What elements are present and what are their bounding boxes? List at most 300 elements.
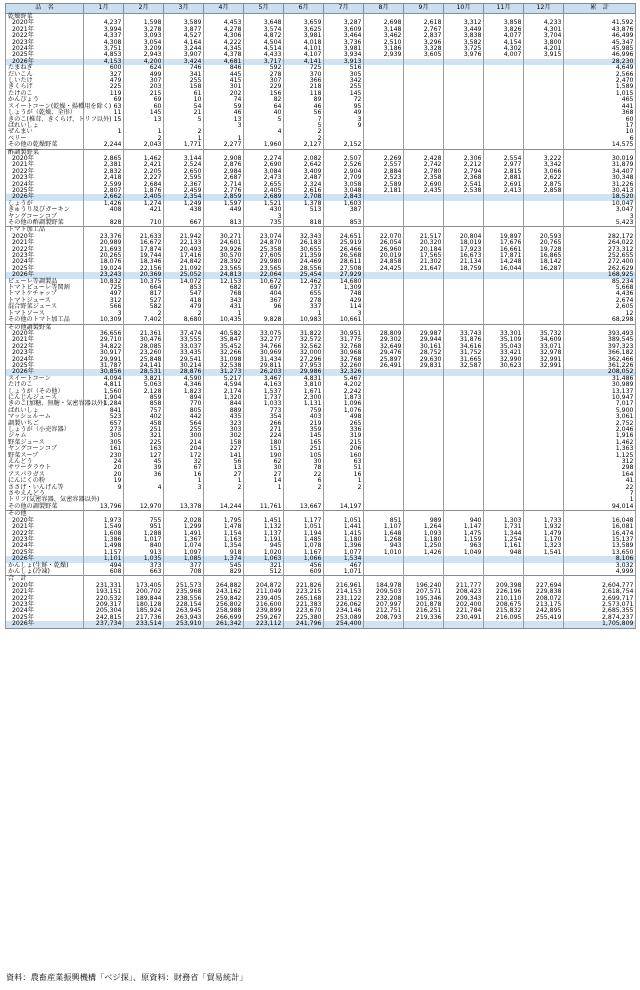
value-cell: 26,183: [284, 240, 324, 246]
value-cell: 10,832: [84, 279, 124, 285]
row-label: たけのこ: [6, 382, 84, 388]
value-cell: 69: [84, 97, 124, 103]
value-cell: 1: [324, 478, 364, 484]
value-cell: 2,538: [444, 188, 484, 194]
value-cell: 3,342: [524, 162, 564, 168]
value-cell: 1,303: [484, 518, 524, 524]
value-cell: 1,010: [364, 550, 404, 556]
value-cell: 3,994: [84, 27, 124, 33]
value-cell: 404: [244, 291, 284, 297]
value-cell: 4,101: [284, 46, 324, 52]
value-cell: 2,554: [484, 156, 524, 162]
value-cell: 2: [324, 485, 364, 491]
cumulative-cell: 2,566: [564, 72, 636, 78]
value-cell: 2,943: [124, 52, 164, 58]
row-label: しょうが（小売容器）: [6, 427, 84, 433]
value-cell: [444, 621, 484, 628]
value-cell: 4,077: [484, 33, 524, 39]
cumulative-cell: 362,466: [564, 357, 636, 363]
value-cell: 16: [164, 472, 204, 478]
value-cell: 225,380: [284, 615, 324, 621]
value-cell: 204,872: [244, 583, 284, 589]
cumulative-cell: 22: [564, 485, 636, 491]
value-cell: 255: [324, 84, 364, 90]
value-cell: 1,309: [324, 285, 364, 291]
cumulative-cell: 168,925: [564, 272, 636, 278]
value-cell: 2,642: [284, 162, 324, 168]
value-cell: 3,704: [524, 33, 564, 39]
value-cell: 4,378: [204, 52, 244, 58]
value-cell: 201,878: [404, 602, 444, 608]
row-label: えんどう: [6, 459, 84, 465]
cumulative-cell: 45,347: [564, 40, 636, 46]
value-cell: 3,186: [364, 46, 404, 52]
value-cell: 3: [204, 123, 244, 129]
value-cell: 582: [124, 304, 164, 310]
value-cell: 342: [324, 78, 364, 84]
value-cell: 4,201: [524, 46, 564, 52]
value-cell: 341: [164, 72, 204, 78]
value-cell: 263,945: [164, 608, 204, 614]
value-cell: 30,968: [324, 350, 364, 356]
value-cell: 3,725: [444, 46, 484, 52]
value-cell: 212,751: [364, 608, 404, 614]
value-cell: 1,426: [84, 201, 124, 207]
value-cell: 2,435: [404, 188, 444, 194]
value-cell: 145: [284, 433, 324, 439]
value-cell: 25,358: [244, 247, 284, 253]
value-cell: 14,680: [324, 279, 364, 285]
value-cell: 29,980: [244, 259, 284, 265]
value-cell: 1,035: [124, 556, 164, 562]
value-cell: 185,924: [124, 608, 164, 614]
value-cell: 24,651: [324, 234, 364, 240]
value-cell: 151: [244, 446, 284, 452]
value-cell: 2,742: [404, 162, 444, 168]
value-cell: 213,175: [524, 602, 564, 608]
value-cell: 2,274: [244, 156, 284, 162]
value-cell: 3,066: [524, 169, 564, 175]
value-cell: 737: [284, 285, 324, 291]
value-cell: 239,405: [244, 596, 284, 602]
cumulative-cell: 28,230: [564, 59, 636, 65]
header-month: 9月: [404, 4, 444, 14]
value-cell: 841: [84, 408, 124, 414]
value-cell: 160: [324, 453, 364, 459]
value-cell: 12,153: [204, 279, 244, 285]
value-cell: 32,343: [284, 234, 324, 240]
value-cell: 220,532: [84, 596, 124, 602]
value-cell: 2,174: [204, 389, 244, 395]
value-cell: 1,249: [164, 201, 204, 207]
value-cell: 2: [124, 136, 164, 142]
value-cell: 206: [324, 446, 364, 452]
value-cell: 209,503: [364, 589, 404, 595]
value-cell: 3,328: [404, 46, 444, 52]
value-cell: 14,244: [204, 504, 244, 511]
value-cell: 4,154: [484, 40, 524, 46]
cumulative-cell: 7,017: [564, 401, 636, 407]
row-label: 2020年: [6, 156, 84, 162]
cumulative-cell: 2,874,237: [564, 615, 636, 621]
cumulative-cell: 30,989: [564, 382, 636, 388]
value-cell: 1,323: [524, 543, 564, 549]
header-item-name: 品 名: [6, 4, 84, 14]
value-cell: [364, 142, 404, 149]
cumulative-cell: 441: [564, 104, 636, 110]
value-cell: 215: [124, 91, 164, 97]
value-cell: 817: [124, 291, 164, 297]
header-month: 5月: [244, 4, 284, 14]
value-cell: 209,398: [484, 583, 524, 589]
value-cell: 2,662: [84, 194, 124, 200]
value-cell: 1,085: [164, 556, 204, 562]
value-cell: 31,876: [444, 337, 484, 343]
value-cell: 14: [244, 478, 284, 484]
cumulative-cell: 252,655: [564, 253, 636, 259]
value-cell: 13: [124, 117, 164, 123]
row-label: 2024年: [6, 259, 84, 265]
value-cell: 17,874: [124, 247, 164, 253]
value-cell: 14,197: [324, 504, 364, 511]
value-cell: 12,462: [284, 279, 324, 285]
row-label: 2025年: [6, 615, 84, 621]
value-cell: 2: [284, 136, 324, 142]
value-cell: 3,751: [84, 46, 124, 52]
cumulative-cell: 16,081: [564, 524, 636, 530]
value-cell: 1: [284, 311, 324, 317]
value-cell: 26,054: [364, 240, 404, 246]
row-label: 2022年: [6, 344, 84, 350]
row-label: トリフ(気密容器、気密容器以外): [6, 497, 84, 503]
value-cell: 479: [164, 304, 204, 310]
value-cell: 30,570: [204, 253, 244, 259]
value-cell: 1,549: [84, 524, 124, 530]
value-cell: 624: [124, 65, 164, 71]
value-cell: 600: [84, 65, 124, 71]
value-cell: 851: [364, 518, 404, 524]
row-label: 2024年: [6, 608, 84, 614]
value-cell: 40: [244, 110, 284, 116]
value-cell: 1: [204, 136, 244, 142]
value-cell: 2,510: [364, 40, 404, 46]
value-cell: 16,672: [124, 240, 164, 246]
cumulative-cell: 4,649: [564, 65, 636, 71]
row-label: ささげ・いんげん等: [6, 485, 84, 491]
value-cell: 235,968: [164, 589, 204, 595]
value-cell: 165: [284, 440, 324, 446]
value-cell: 858: [124, 401, 164, 407]
value-cell: 2,794: [444, 169, 484, 175]
value-cell: 1,386: [84, 537, 124, 543]
value-cell: [404, 504, 444, 511]
value-cell: 209,343: [444, 596, 484, 602]
value-cell: 918: [204, 550, 244, 556]
value-cell: 258,988: [204, 608, 244, 614]
value-cell: 29,476: [364, 350, 404, 356]
value-cell: 49: [324, 110, 364, 116]
value-cell: 29,991: [84, 357, 124, 363]
cumulative-cell: 2,604,777: [564, 583, 636, 589]
cumulative-cell: 16,474: [564, 531, 636, 537]
value-cell: 33,071: [524, 344, 564, 350]
value-cell: 1,076: [324, 408, 364, 414]
cumulative-cell: 6: [564, 136, 636, 142]
row-label: スイートコーン(乾燥・揚種用を除く): [6, 104, 84, 110]
value-cell: 3: [324, 311, 364, 317]
value-cell: 255: [164, 78, 204, 84]
value-cell: 3,913: [324, 59, 364, 65]
value-cell: 2,977: [484, 162, 524, 168]
value-cell: 2,523: [364, 175, 404, 181]
row-label: 2023年: [6, 537, 84, 543]
cumulative-cell: 273,312: [564, 247, 636, 253]
value-cell: 2,381: [84, 162, 124, 168]
value-cell: 10,375: [124, 279, 164, 285]
value-cell: 32,266: [204, 350, 244, 356]
value-cell: 242,815: [84, 615, 124, 621]
value-cell: 221,383: [284, 602, 324, 608]
value-cell: 2,418: [84, 175, 124, 181]
value-cell: 1,147: [444, 524, 484, 530]
value-cell: 1,063: [244, 556, 284, 562]
header-month: 12月: [524, 4, 564, 14]
value-cell: 21,361: [124, 331, 164, 337]
value-cell: 33,743: [444, 331, 484, 337]
value-cell: 271: [244, 427, 284, 433]
value-cell: 2,507: [324, 156, 364, 162]
row-label: 乾燥野菜: [6, 14, 84, 21]
value-cell: 3,424: [164, 59, 204, 65]
value-cell: 1,354: [204, 543, 244, 549]
cumulative-cell: 368: [564, 110, 636, 116]
row-label: 2022年: [6, 33, 84, 39]
value-cell: 78: [284, 465, 324, 471]
value-cell: 23,565: [244, 266, 284, 272]
cumulative-cell: 3,047: [564, 207, 636, 213]
value-cell: 2,815: [484, 169, 524, 175]
value-cell: 82: [244, 97, 284, 103]
cumulative-cell: 2,752: [564, 421, 636, 427]
value-cell: 3,877: [164, 27, 204, 33]
value-cell: 442: [164, 414, 204, 420]
value-cell: 56: [204, 459, 244, 465]
cumulative-cell: 45,985: [564, 46, 636, 52]
value-cell: 266: [244, 421, 284, 427]
value-cell: [484, 317, 524, 324]
row-label: ヤングコーンコブ: [6, 446, 84, 452]
value-cell: 207,571: [404, 589, 444, 595]
row-label: ベリー: [6, 136, 84, 142]
value-cell: 609: [284, 569, 324, 576]
value-cell: 225: [124, 440, 164, 446]
value-cell: 208,423: [444, 589, 484, 595]
value-cell: 319: [324, 433, 364, 439]
value-cell: 421: [124, 207, 164, 213]
row-label: しょうが（その他）: [6, 389, 84, 395]
value-cell: 1,973: [84, 518, 124, 524]
header-month: 1月: [84, 4, 124, 14]
value-cell: 4,527: [164, 33, 204, 39]
value-cell: 1: [204, 311, 244, 317]
cumulative-cell: 43,876: [564, 27, 636, 33]
value-cell: 1,299: [164, 524, 204, 530]
value-cell: 735: [244, 220, 284, 227]
cumulative-cell: 5,423: [564, 220, 636, 227]
value-cell: 31,775: [324, 337, 364, 343]
value-cell: 1,541: [524, 550, 564, 556]
value-cell: 156: [244, 91, 284, 97]
value-cell: 2,368: [444, 175, 484, 181]
value-cell: 24,858: [364, 259, 404, 265]
header-row: [6, 4, 636, 14]
cumulative-cell: 1,015: [564, 91, 636, 97]
value-cell: 4: [244, 129, 284, 135]
value-cell: 255,419: [524, 615, 564, 621]
value-cell: [524, 504, 564, 511]
value-cell: 33,037: [164, 344, 204, 350]
value-cell: 1,733: [524, 518, 564, 524]
value-cell: 21,942: [164, 234, 204, 240]
cumulative-cell: 7: [564, 491, 636, 497]
value-cell: 5,217: [204, 376, 244, 382]
value-cell: [444, 504, 484, 511]
cumulative-cell: 1,916: [564, 433, 636, 439]
row-label: 2026年: [6, 621, 84, 628]
value-cell: 45: [124, 459, 164, 465]
row-label: スイートコーン: [6, 376, 84, 382]
cumulative-cell: 2,699,717: [564, 596, 636, 602]
value-cell: [524, 569, 564, 576]
value-cell: 725: [84, 285, 124, 291]
value-cell: 1,320: [204, 395, 244, 401]
row-label: 2026年: [6, 59, 84, 65]
value-cell: 32,587: [444, 363, 484, 369]
value-cell: [444, 317, 484, 324]
value-cell: 22,133: [164, 240, 204, 246]
value-cell: 223,670: [284, 608, 324, 614]
value-cell: 3: [244, 214, 284, 220]
value-cell: 3,084: [244, 169, 284, 175]
value-cell: 158: [204, 440, 244, 446]
value-cell: 2: [284, 485, 324, 491]
row-label: しいたけ: [6, 78, 84, 84]
value-cell: 231,331: [84, 583, 124, 589]
value-cell: 1,451: [244, 518, 284, 524]
row-label: にんにくの粉: [6, 478, 84, 484]
value-cell: 22,156: [124, 266, 164, 272]
value-cell: 265,168: [284, 596, 324, 602]
cumulative-cell: 8,106: [564, 556, 636, 562]
value-cell: 1,426: [404, 550, 444, 556]
value-cell: 5: [164, 117, 204, 123]
value-cell: 2: [164, 129, 204, 135]
cumulative-cell: 14,575: [564, 142, 636, 149]
value-cell: 37,474: [164, 331, 204, 337]
value-cell: 216,095: [484, 615, 524, 621]
value-cell: 327: [84, 72, 124, 78]
value-cell: 241,796: [284, 621, 324, 628]
cumulative-cell: 46,499: [564, 33, 636, 39]
cumulative-cell: 30,413: [564, 188, 636, 194]
value-cell: 1,960: [244, 142, 284, 149]
value-cell: 708: [164, 569, 204, 576]
value-cell: 60: [124, 104, 164, 110]
value-cell: 11: [84, 110, 124, 116]
value-cell: 216,251: [404, 608, 444, 614]
value-cell: 1,033: [244, 401, 284, 407]
value-cell: 180,128: [124, 602, 164, 608]
value-cell: 2,082: [284, 156, 324, 162]
row-label: きくらげ: [6, 84, 84, 90]
value-cell: 4,681: [204, 59, 244, 65]
value-cell: 4,514: [244, 46, 284, 52]
value-cell: 2,859: [204, 194, 244, 200]
value-cell: 3,296: [404, 40, 444, 46]
value-cell: 1: [124, 129, 164, 135]
value-cell: 225: [84, 84, 124, 90]
value-cell: 2,875: [524, 182, 564, 188]
value-cell: 2,689: [244, 194, 284, 200]
value-cell: 196,240: [404, 583, 444, 589]
value-cell: 32,277: [244, 337, 284, 343]
value-cell: 1,078: [284, 543, 324, 549]
value-cell: 30,655: [284, 247, 324, 253]
value-cell: 221,826: [284, 583, 324, 589]
value-cell: 3,934: [324, 52, 364, 58]
value-cell: 4,308: [84, 40, 124, 46]
value-cell: 208,072: [524, 596, 564, 602]
row-label: 2021年: [6, 240, 84, 246]
value-cell: 2,421: [124, 162, 164, 168]
value-cell: 564: [164, 421, 204, 427]
value-cell: 33,301: [484, 331, 524, 337]
value-cell: 499: [124, 72, 164, 78]
value-cell: 215,832: [484, 608, 524, 614]
value-cell: 13: [204, 117, 244, 123]
item-row: [6, 317, 636, 324]
value-cell: 195,346: [404, 596, 444, 602]
value-cell: 19,744: [124, 253, 164, 259]
value-cell: 5: [284, 123, 324, 129]
value-cell: 989: [404, 518, 444, 524]
value-cell: 359: [284, 427, 324, 433]
value-cell: 21,359: [284, 253, 324, 259]
value-cell: 2,690: [244, 162, 284, 168]
value-cell: 242,895: [524, 608, 564, 614]
value-cell: 264,882: [204, 583, 244, 589]
cumulative-cell: 30,348: [564, 175, 636, 181]
value-cell: 27,296: [284, 357, 324, 363]
row-label: 2025年: [6, 550, 84, 556]
row-label: 2026年: [6, 369, 84, 375]
value-cell: 51: [324, 465, 364, 471]
value-cell: 2,487: [284, 175, 324, 181]
value-cell: 1,771: [164, 142, 204, 149]
value-cell: 35,043: [484, 344, 524, 350]
value-cell: 211,049: [244, 589, 284, 595]
value-cell: [404, 569, 444, 576]
value-cell: 214,153: [324, 589, 364, 595]
value-cell: 30,917: [84, 350, 124, 356]
value-cell: 16,865: [524, 253, 564, 259]
cumulative-cell: 10,947: [564, 395, 636, 401]
value-cell: 2,526: [324, 162, 364, 168]
header-month: 6月: [284, 4, 324, 14]
row-label: 2020年: [6, 583, 84, 589]
value-cell: 3,976: [444, 52, 484, 58]
value-cell: 479: [84, 78, 124, 84]
